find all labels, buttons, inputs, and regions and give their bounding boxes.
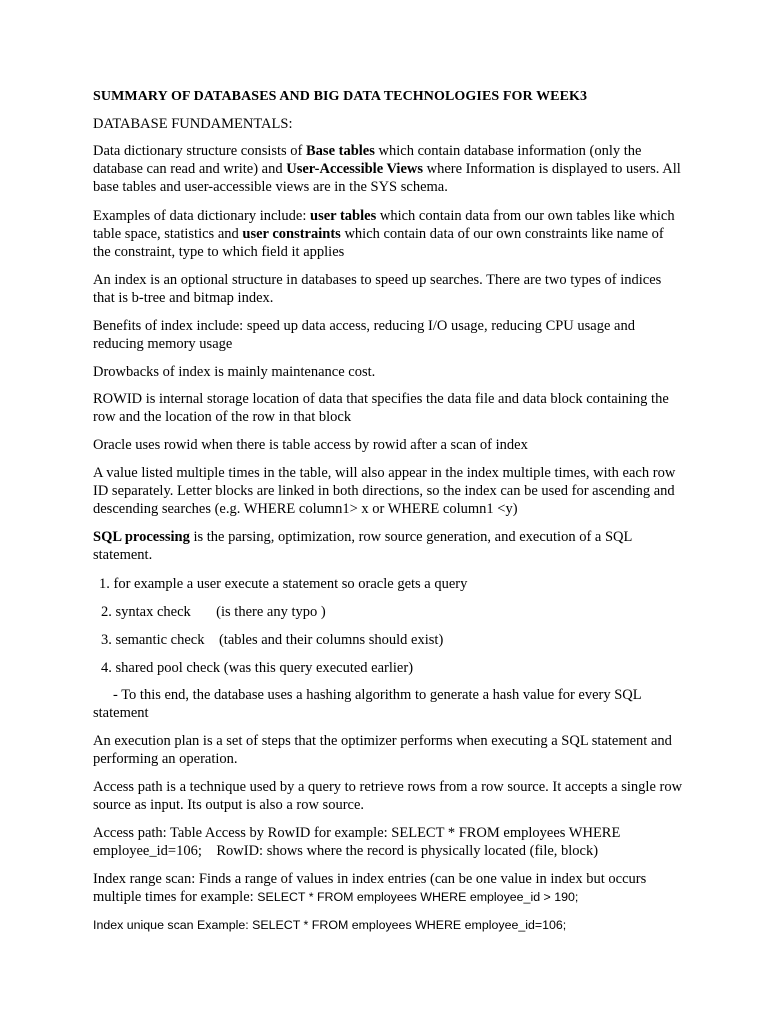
- paragraph-data-dictionary: Data dictionary structure consists of Base tables which contain database information (only the database can read and write) and User-Accessible Views where Information is displayed to users. All base tables and user-accessible views are in the SYS schema.: [93, 143, 681, 195]
- paragraph-rowid: ROWID is internal storage location of data that specifies the data file and data block containing the row and the location of the row in that block: [93, 391, 669, 425]
- paragraph-oracle-rowid: Oracle uses rowid when there is table access by rowid after a scan of index: [93, 437, 528, 453]
- list-item: 4. shared pool check (was this query executed earlier): [101, 660, 414, 676]
- paragraph-index-unique-scan: Index unique scan Example: SELECT * FROM employees WHERE employee_id=106;: [93, 918, 567, 932]
- list-item: 3. semantic check (tables and their columns should exist): [101, 632, 444, 648]
- paragraph-dictionary-examples: Examples of data dictionary include: user tables which contain data from our own tables like which table space, statistics and user constraints which contain data of our own constraints like name of the constraint, type to which field it applies: [93, 208, 675, 260]
- paragraph-execution-plan: An execution plan is a set of steps that the optimizer performs when executing a SQL statement and performing an operation.: [93, 733, 672, 767]
- paragraph-hashing: - To this end, the database uses a hashing algorithm to generate a hash value for every SQL statement: [93, 687, 642, 721]
- paragraph-sql-processing: SQL processing is the parsing, optimization, row source generation, and execution of a SQL statement.: [93, 529, 632, 563]
- paragraph-index-benefits: Benefits of index include: speed up data access, reducing I/O usage, reducing CPU usage and reducing memory usage: [93, 318, 635, 352]
- list-item: 2. syntax check (is there any typo ): [101, 604, 326, 620]
- paragraph-access-path-rowid: Access path: Table Access by RowID for example: SELECT * FROM employees WHERE employee_id=106; RowID: shows where the record is physically located (file, block): [93, 825, 624, 859]
- paragraph-index-range-scan: Index range scan: Finds a range of values in index entries (can be one value in index but occurs multiple times for example: SELECT * FROM employees WHERE employee_id > 190;: [93, 871, 647, 905]
- document-title: SUMMARY OF DATABASES AND BIG DATA TECHNOLOGIES FOR WEEK3: [93, 89, 588, 104]
- paragraph-index: An index is an optional structure in databases to speed up searches. There are two types of indices that is b-tree and bitmap index.: [93, 272, 662, 306]
- paragraph-index-drawbacks: Drowbacks of index is mainly maintenance cost.: [93, 364, 376, 380]
- section-heading: DATABASE FUNDAMENTALS:: [93, 116, 293, 132]
- paragraph-access-path: Access path is a technique used by a query to retrieve rows from a row source. It accepts a single row source as input. Its output is also a row source.: [93, 779, 683, 813]
- list-item: 1. for example a user execute a statement so oracle gets a query: [99, 576, 468, 592]
- paragraph-index-values: A value listed multiple times in the table, will also appear in the index multiple times, with each row ID separately. Letter blocks are linked in both directions, so the index can be used for ascending and descending searches (e.g. WHERE column1> x or WHERE column1 <y): [93, 465, 676, 517]
